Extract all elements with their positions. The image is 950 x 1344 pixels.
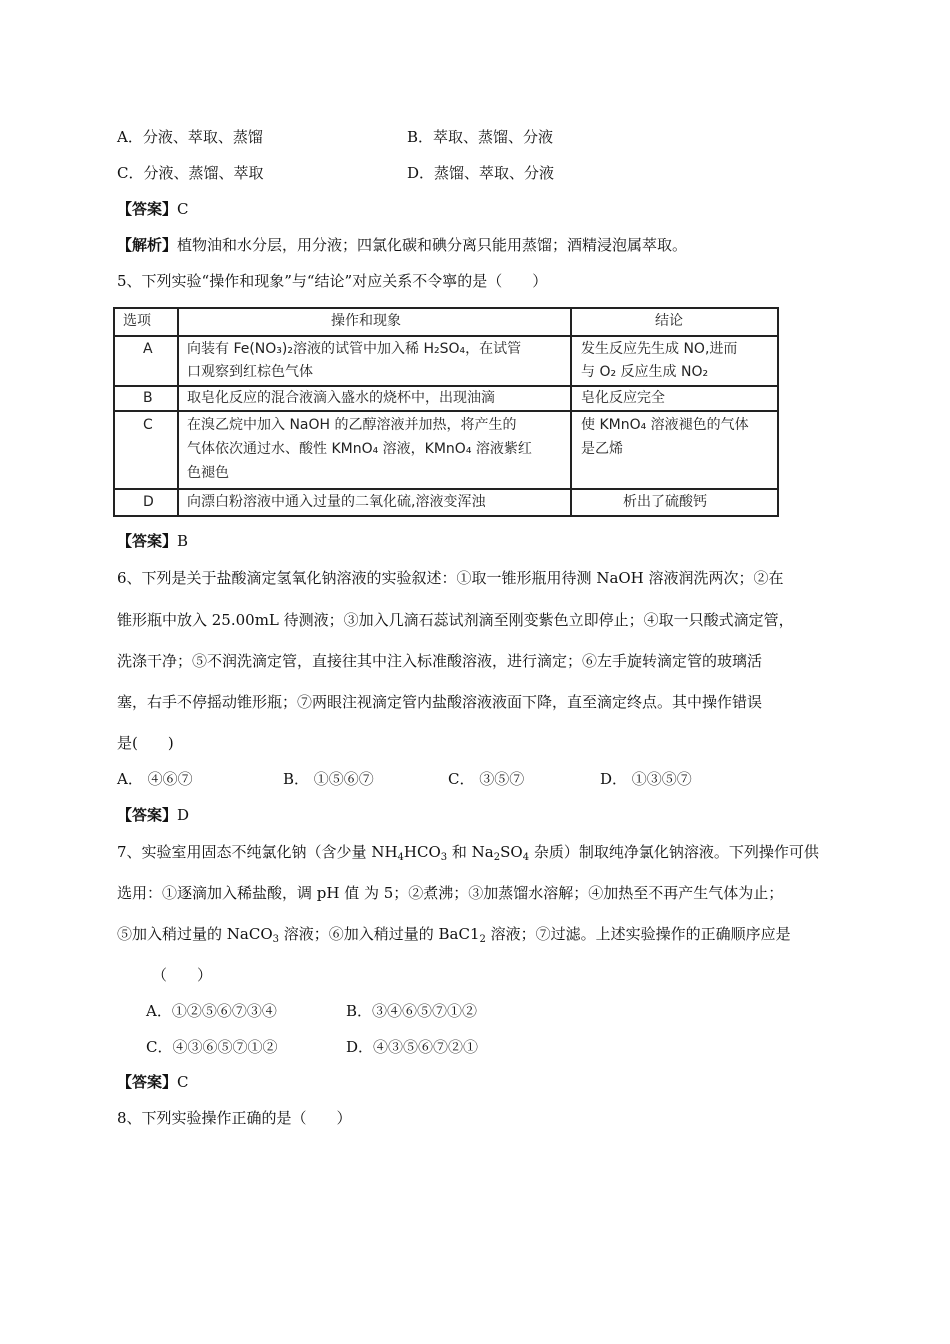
table-row-d-conclusion-line1: 析出了硫酸钙 xyxy=(623,494,707,510)
q7-subscript: 3 xyxy=(440,852,448,863)
q6-option-c: C． ③⑤⑦ xyxy=(448,770,525,788)
q6-stem-line4: 塞，右手不停摇动锥形瓶；⑦两眼注视滴定管内盐酸溶液液面下降，直至滴定终点。其中操作错误 xyxy=(117,693,763,711)
answer-value: D xyxy=(177,806,190,824)
q7-text: ⑤加入稍过量的 NaCO xyxy=(117,925,273,943)
q7-option-a: A．①②⑤⑥⑦③④ xyxy=(146,1002,277,1020)
table-row-c-operation-line2: 气体依次通过水、酸性 KMnO₄ 溶液，KMnO₄ 溶液紫红 xyxy=(187,441,532,457)
table-col-divider xyxy=(570,309,572,515)
table-row-d-operation-line1: 向漂白粉溶液中通入过量的二氧化硫,溶液变浑浊 xyxy=(187,494,486,510)
q7-subscript: 4 xyxy=(522,852,530,863)
answer-value: C xyxy=(177,1073,189,1091)
table-row-c-conclusion-line2: 是乙烯 xyxy=(581,441,623,457)
q6-option-b: B． ①⑤⑥⑦ xyxy=(283,770,374,788)
table-row-b-option: B xyxy=(143,390,153,406)
q7-text: HCO xyxy=(403,843,441,861)
q7-subscript: 2 xyxy=(493,852,501,863)
q4-option-a: A．分液、萃取、蒸馏 xyxy=(117,128,263,146)
q6-answer xyxy=(117,805,189,825)
table-row-a-conclusion-line2: 与 O₂ 反应生成 NO₂ xyxy=(581,364,709,380)
table-col-divider xyxy=(177,309,179,515)
q7-text: 溶液；⑥加入稍过量的 BaC1 xyxy=(279,925,480,943)
q4-analysis xyxy=(117,235,687,255)
q7-stem-line1 xyxy=(117,842,819,862)
table-row-b-conclusion-line1: 皂化反应完全 xyxy=(581,390,665,406)
answer-tag: 【答案】 xyxy=(117,806,178,824)
table-row-a-option: A xyxy=(143,341,153,357)
table-row-a-operation-line1: 向装有 Fe(NO₃)₂溶液的试管中加入稀 H₂SO₄，在试管 xyxy=(187,341,522,357)
table-row-b-operation-line1: 取皂化反应的混合液滴入盛水的烧杯中，出现油滴 xyxy=(187,390,495,406)
q7-subscript: 4 xyxy=(397,852,404,863)
q7-answer xyxy=(117,1072,189,1092)
q7-text: 和 Na xyxy=(447,843,494,861)
table-row-c-conclusion-line1: 使 KMnO₄ 溶液褪色的气体 xyxy=(581,417,749,433)
q6-option-a: A． ④⑥⑦ xyxy=(117,770,193,788)
answer-tag: 【答案】 xyxy=(117,1073,178,1091)
q4-option-d: D．蒸馏、萃取、分液 xyxy=(407,164,555,182)
q7-stem-line3 xyxy=(117,924,791,944)
q7-text: SO xyxy=(500,843,523,861)
table-row-a-operation-line2: 口观察到红棕色气体 xyxy=(187,364,313,380)
q6-option-d: D． ①③⑤⑦ xyxy=(600,770,692,788)
answer-tag: 【答案】 xyxy=(117,532,178,550)
q7-option-d: D．④③⑤⑥⑦②① xyxy=(346,1038,479,1056)
q7-stem-line2: 选用：①逐滴加入稀盐酸，调 pH 值 为 5；②煮沸；③加蒸馏水溶解；④加热至不再产生气体为止； xyxy=(117,884,784,902)
table-header-option: 选项 xyxy=(123,313,151,329)
q7-subscript: 3 xyxy=(272,934,279,945)
q4-answer xyxy=(117,199,189,219)
q5-table xyxy=(113,307,779,517)
table-header-operation: 操作和现象 xyxy=(331,313,401,329)
q7-option-c: C．④③⑥⑤⑦①② xyxy=(146,1038,278,1056)
analysis-tag: 【解析】 xyxy=(117,236,178,254)
q7-text: 杂质）制取纯净氯化钠溶液。下列操作可供 xyxy=(529,843,819,861)
q6-stem-line1: 6、下列是关于盐酸滴定氢氧化钠溶液的实验叙述：①取一锥形瓶用待测 NaOH 溶液润洗两次；②在 xyxy=(117,569,784,587)
q5-answer xyxy=(117,531,188,551)
q7-subscript: 2 xyxy=(479,934,486,945)
q4-option-c: C．分液、蒸馏、萃取 xyxy=(117,164,264,182)
q4-option-b: B．萃取、蒸馏、分液 xyxy=(407,128,554,146)
q7-text: 7、实验室用固态不纯氯化钠（含少量 NH xyxy=(117,843,398,861)
q6-stem-line5: 是( ) xyxy=(117,734,174,752)
q6-stem-line3: 洗涤干净；⑤不润洗滴定管，直接往其中注入标准酸溶液，进行滴定；⑥左手旋转滴定管的玻璃活 xyxy=(117,652,763,670)
table-header-conclusion: 结论 xyxy=(655,313,683,329)
table-row-a-conclusion-line1: 发生反应先生成 NO,进而 xyxy=(581,341,738,357)
q7-stem-line4: （ ） xyxy=(152,966,213,984)
q8-stem: 8、下列实验操作正确的是（ ） xyxy=(117,1109,352,1127)
table-row-c-operation-line3: 色褪色 xyxy=(187,465,229,481)
q7-text: 溶液；⑦过滤。上述实验操作的正确顺序应是 xyxy=(485,925,791,943)
table-row-d-option: D xyxy=(143,494,154,510)
q6-stem-line2: 锥形瓶中放入 25.00mL 待测液；③加入几滴石蕊试剂滴至刚变紫色立即停止；④取一只酸式滴定管， xyxy=(117,611,794,629)
q5-stem: 5、下列实验“操作和现象”与“结论”对应关系不令寧的是（ ） xyxy=(117,272,548,290)
q7-option-b: B．③④⑥⑤⑦①② xyxy=(346,1002,478,1020)
answer-value: C xyxy=(177,200,189,218)
table-row-c-option: C xyxy=(143,417,153,433)
table-row-c-operation-line1: 在溴乙烷中加入 NaOH 的乙醇溶液并加热，将产生的 xyxy=(187,417,517,433)
answer-value: B xyxy=(177,532,189,550)
answer-tag: 【答案】 xyxy=(117,200,178,218)
analysis-text: 植物油和水分层，用分液；四氯化碳和碘分离只能用蒸馏；酒精浸泡属萃取。 xyxy=(177,236,688,254)
